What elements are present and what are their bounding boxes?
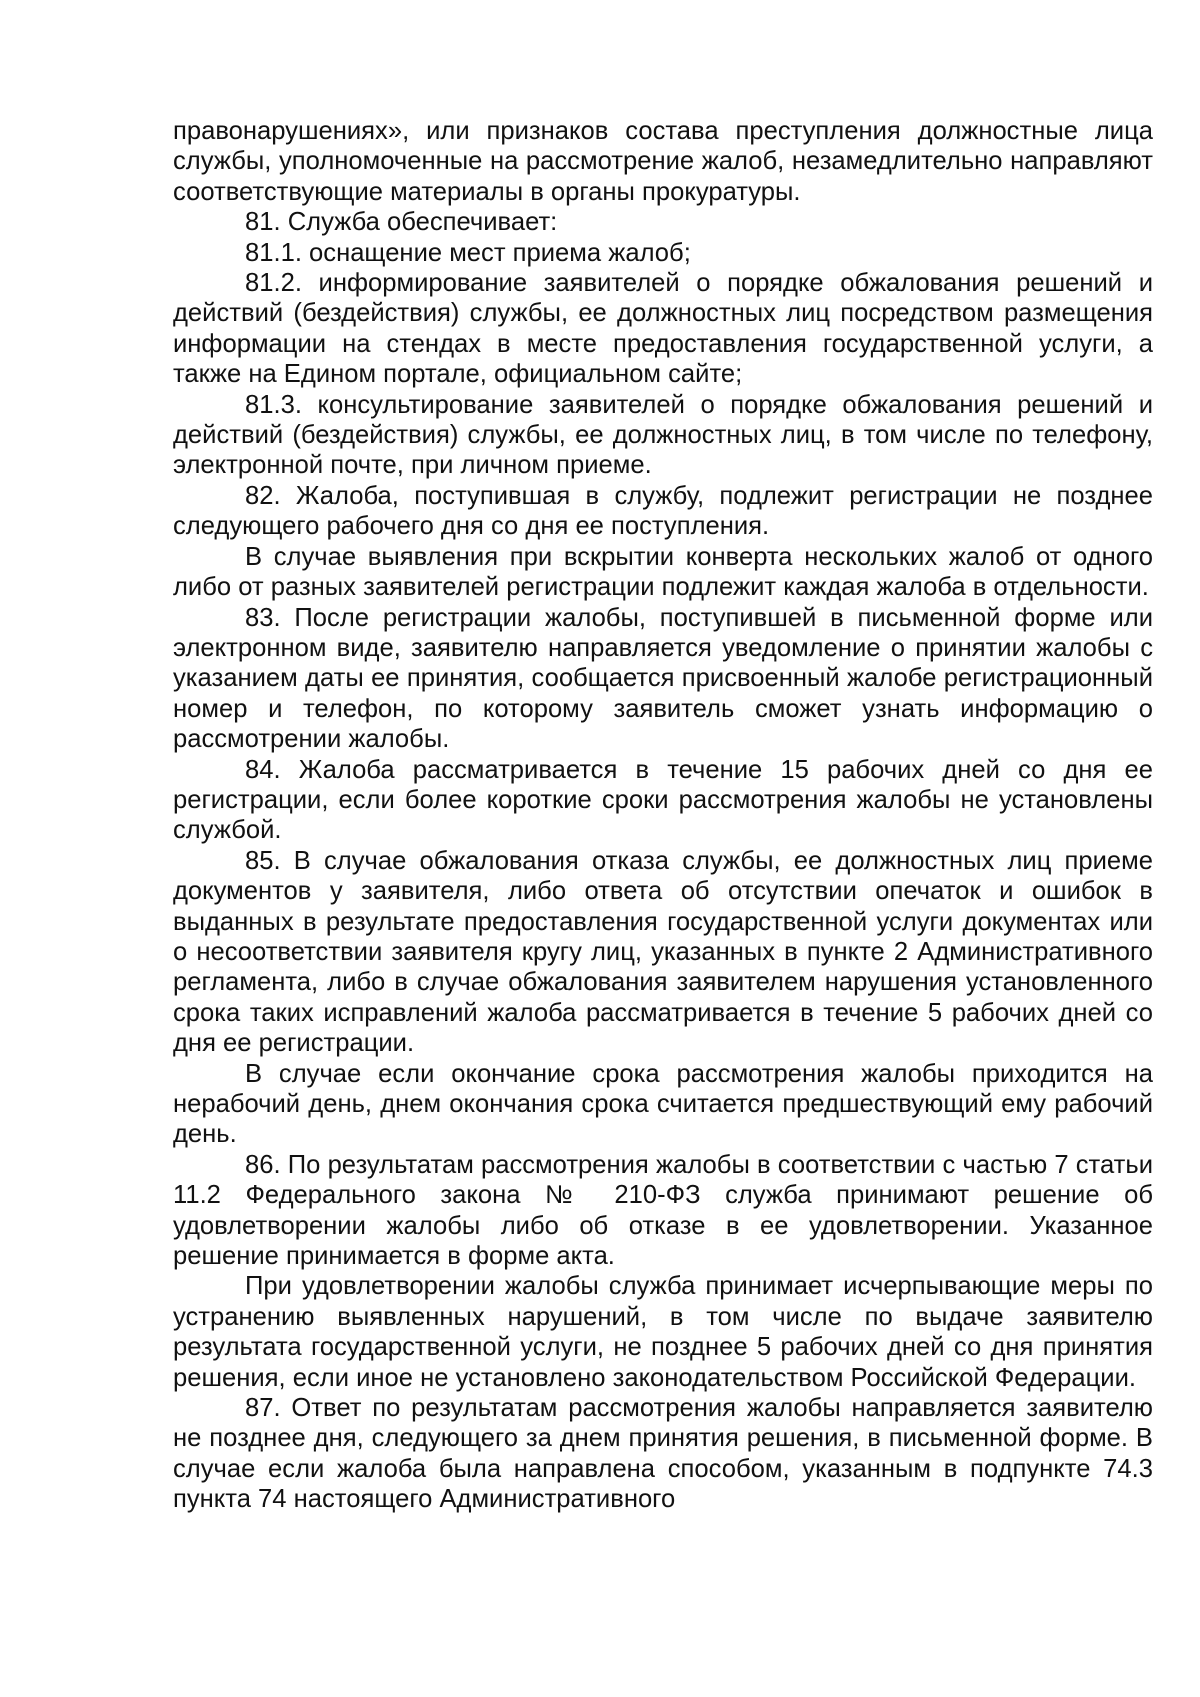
paragraph-81-1: 81.1. оснащение мест приема жалоб; xyxy=(245,238,691,267)
paragraph-81: 81. Служба обеспечивает: xyxy=(245,208,558,237)
paragraph-82-note: В случае выявления при вскрытии конверта нескольких жалоб от одного либо от разных заявителей регистрации подлежит каждая жалоба в отдельности. xyxy=(173,542,1153,602)
paragraph-86: 86. По результатам рассмотрения жалобы в соответствии с частью 7 статьи 11.2 Федерального закона № 210-ФЗ служба принимают решение об удовлетворении жалобы либо об отказе в ее удовлетворении. Указанное решение принимается в форме акта. xyxy=(173,1150,1153,1271)
paragraph-continuation: правонарушениях», или признаков состава преступления должностные лица службы, уполномоченные на рассмотрение жалоб, незамедлительно направляют соответствующие материалы в органы прокуратуры. xyxy=(173,117,1153,206)
paragraph-84: 84. Жалоба рассматривается в течение 15 рабочих дней со дня ее регистрации, если более короткие сроки рассмотрения жалобы не установлены службой. xyxy=(173,755,1153,845)
paragraph-85-note: В случае если окончание срока рассмотрения жалобы приходится на нерабочий день, днем окончания срока считается предшествующий ему рабочий день. xyxy=(173,1059,1153,1149)
paragraph-87: 87. Ответ по результатам рассмотрения жалобы направляется заявителю не позднее дня, следующего за днем принятия решения, в письменной форме. В случае если жалоба была направлена способом, указанным в подпункте 74.3 пункта 74 настоящего Административного xyxy=(173,1394,1153,1514)
paragraph-85: 85. В случае обжалования отказа службы, ее должностных лиц приеме документов у заявителя, либо ответа об отсутствии опечаток и ошибок в выданных в результате предоставления государственной услуги документах или о несоответствии заявителя кругу лиц, указанных в пункте 2 Административного регламента, либо в случае обжалования заявителем нарушения установленного срока таких исправлений жалоба рассматривается в течение 5 рабочих дней со дня ее регистрации. xyxy=(173,846,1153,1058)
document-body xyxy=(173,116,1153,1515)
paragraph-86-note: При удовлетворении жалобы служба принимает исчерпывающие меры по устранению выявленных нарушений, в том числе по выдаче заявителю результата государственной услуги, не позднее 5 рабочих дней со дня принятия решения, если иное не установлено законодательством Российской Федерации. xyxy=(173,1272,1153,1392)
paragraph-82: 82. Жалоба, поступившая в службу, подлежит регистрации не позднее следующего рабочего дня со дня ее поступления. xyxy=(173,481,1153,541)
paragraph-83: 83. После регистрации жалобы, поступившей в письменной форме или электронном виде, заявителю направляется уведомление о принятии жалобы с указанием даты ее принятия, сообщается присвоенный жалобе регистрационный номер и телефон, по которому заявитель сможет узнать информацию о рассмотрении жалобы. xyxy=(173,603,1153,754)
paragraph-81-3: 81.3. консультирование заявителей о порядке обжалования решений и действий (бездействия) службы, ее должностных лиц, в том числе по телефону, электронной почте, при личном приеме. xyxy=(173,390,1153,480)
paragraph-81-2: 81.2. информирование заявителей о порядке обжалования решений и действий (бездействия) службы, ее должностных лиц посредством размещения информации на стендах в месте предоставления государственной услуги, а также на Едином портале, официальном сайте; xyxy=(173,269,1153,389)
